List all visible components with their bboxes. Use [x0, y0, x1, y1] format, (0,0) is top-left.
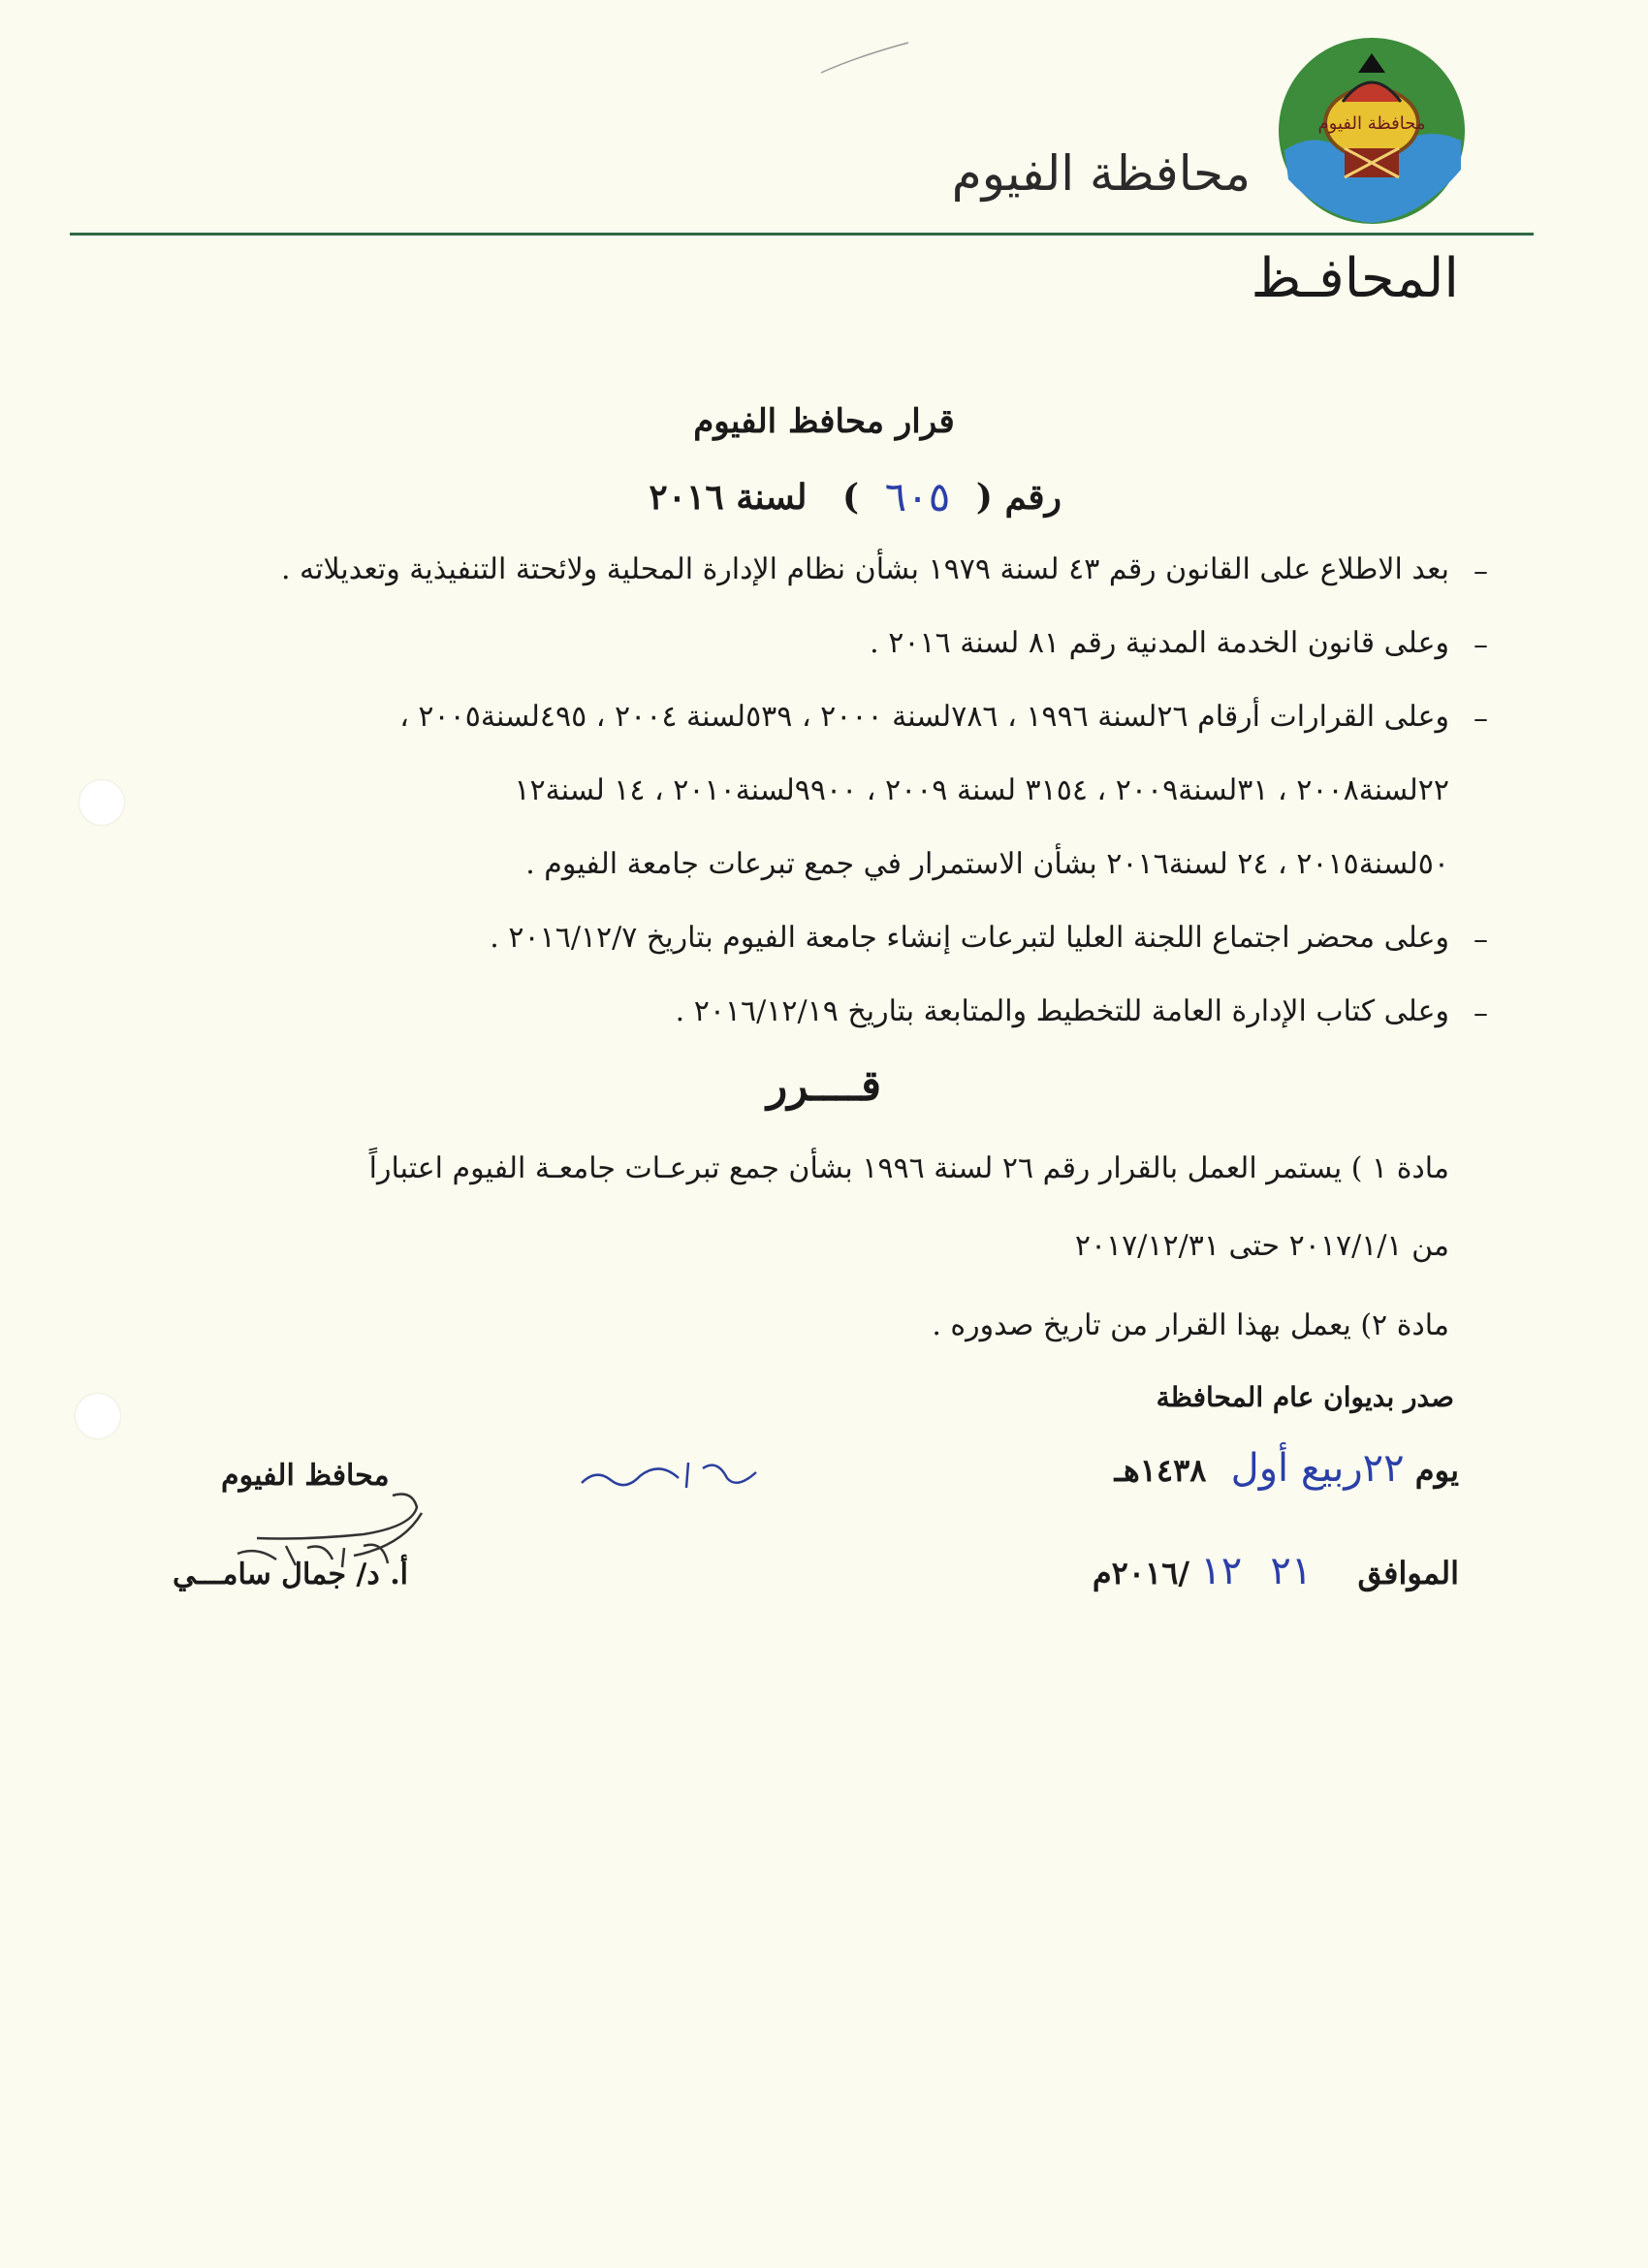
handwritten-decree-number: ٦٠٥: [884, 473, 951, 520]
handwritten-hijri-day: ٢٢ربيع أول: [1230, 1446, 1405, 1491]
punch-hole: [76, 1394, 120, 1438]
preamble-line: وعلى القرارات أرقام ٢٦لسنة ١٩٩٦ ، ٧٨٦لسنة ٢٠٠٠ ، ٥٣٩لسنة ٢٠٠٤ ، ٤٩٥لسنة٢٠٠٥ ،: [399, 700, 1449, 734]
preamble-line: وعلى محضر اجتماع اللجنة العليا لتبرعات إنشاء جامعة الفيوم بتاريخ ٢٠١٦/١٢/٧ .: [490, 921, 1449, 955]
office-heading: المحافـظ: [1251, 247, 1459, 310]
hijri-date-line: [1114, 1446, 1459, 1491]
bullet-dash: –: [1474, 996, 1488, 1030]
seal-text: محافظة الفيوم: [1317, 113, 1426, 134]
preamble-line: ٥٠لسنة٢٠١٥ ، ٢٤ لسنة٢٠١٦ بشأن الاستمرار في جمع تبرعات جامعة الفيوم .: [525, 847, 1449, 881]
preamble-line: وعلى قانون الخدمة المدنية رقم ٨١ لسنة ٢٠١٦ .: [870, 626, 1449, 660]
stray-pen-mark: [819, 39, 911, 78]
gregorian-year: /٢٠١٦م: [1092, 1555, 1190, 1591]
governorate-name: محافظة الفيوم: [951, 145, 1251, 202]
decree-number-line: [586, 473, 1062, 520]
decree-year: لسنة ٢٠١٦: [649, 476, 808, 518]
handwritten-month: ١٢: [1200, 1549, 1243, 1593]
article-2-line: مادة ٢) يعمل بهذا القرار من تاريخ صدوره .: [932, 1308, 1449, 1342]
decided-heading: قــــرر: [766, 1061, 882, 1111]
punch-hole: [79, 780, 124, 825]
gregorian-date-line: [1093, 1549, 1459, 1593]
bullet-dash: –: [1474, 923, 1488, 957]
number-suffix: ): [842, 476, 860, 518]
bullet-dash: –: [1474, 554, 1488, 588]
issued-at: صدر بديوان عام المحافظة: [1156, 1381, 1454, 1413]
bullet-dash: –: [1474, 702, 1488, 736]
handwritten-day: ٢١: [1270, 1549, 1313, 1593]
hijri-year: ١٤٣٨هـ: [1114, 1452, 1207, 1489]
number-prefix: رقم (: [975, 476, 1062, 518]
governor-title: محافظ الفيوم: [221, 1459, 390, 1493]
governor-name: أ. د/ جمال سامـــي: [173, 1558, 408, 1591]
day-label: يوم: [1414, 1452, 1459, 1489]
governor-signature: [218, 1478, 441, 1570]
governorate-seal: [1275, 34, 1469, 228]
article-1-line: مادة ١ ) يستمر العمل بالقرار رقم ٢٦ لسنة ١٩٩٦ بشأن جمع تبرعـات جامعـة الفيوم اعتباراً: [368, 1151, 1449, 1185]
preamble-line: ٢٢لسنة٢٠٠٨ ، ٣١لسنة٢٠٠٩ ، ٣١٥٤ لسنة ٢٠٠٩ ، ٩٩٠٠لسنة٢٠١٠ ، ١٤ لسنة١٢: [514, 773, 1449, 807]
decree-title: قرار محافظ الفيوم: [693, 402, 955, 441]
article-1-continuation: من ٢٠١٧/١/١ حتى ٢٠١٧/١٢/٣١: [1074, 1229, 1449, 1263]
bullet-dash: –: [1474, 628, 1488, 662]
preamble-line: وعلى كتاب الإدارة العامة للتخطيط والمتابعة بتاريخ ٢٠١٦/١٢/١٩ .: [675, 994, 1449, 1028]
handwritten-annotation: [572, 1449, 766, 1497]
preamble-line: بعد الاطلاع على القانون رقم ٤٣ لسنة ١٩٧٩ بشأن نظام الإدارة المحلية ولائحتة التنفيذية وتعديلاته .: [280, 552, 1449, 586]
header-divider: [70, 233, 1534, 236]
corresponding-label: الموافق: [1357, 1555, 1459, 1591]
